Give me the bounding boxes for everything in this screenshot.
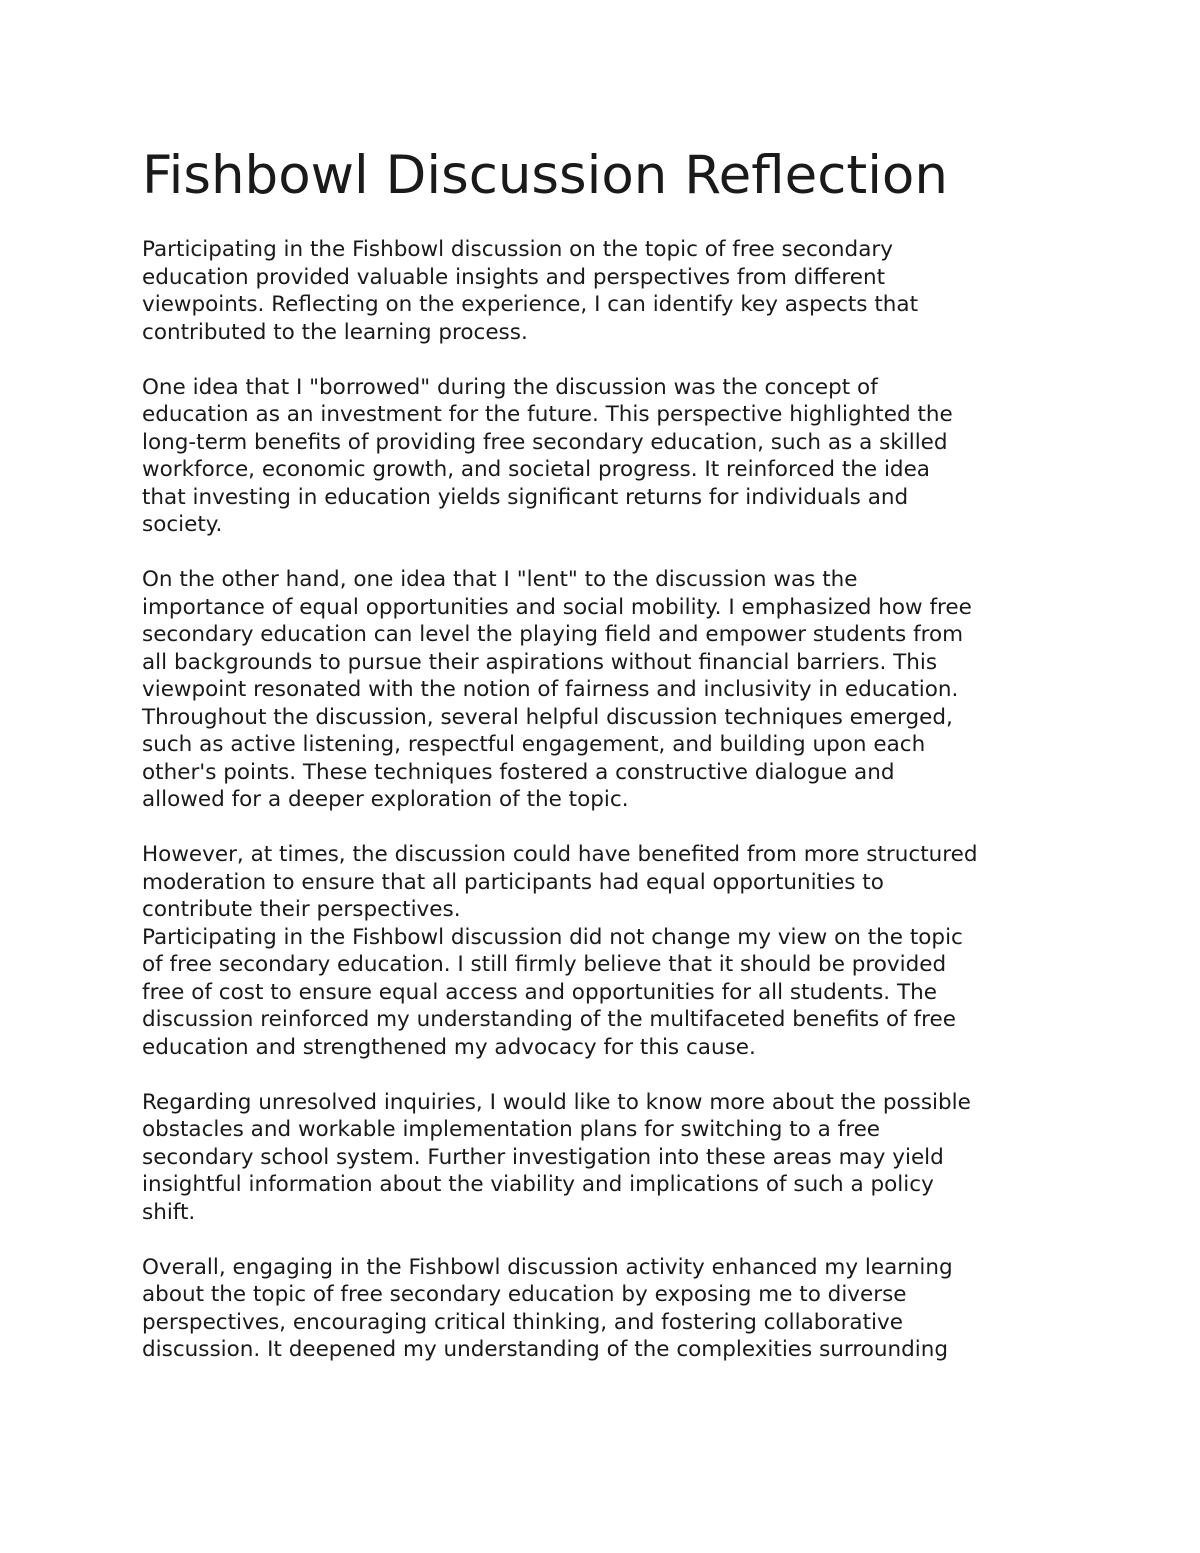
text-line: moderation to ensure that all participants had equal opportunities to <box>142 869 884 895</box>
text-line: importance of equal opportunities and social mobility. I emphasized how free <box>142 594 972 620</box>
text-line: such as active listening, respectful engagement, and building upon each <box>142 732 926 757</box>
paragraph-spacer <box>142 539 1102 567</box>
text-line: about the topic of free secondary education by exposing me to diverse <box>142 1282 907 1307</box>
text-line: viewpoints. Reflecting on the experience, I can identify key aspects that <box>142 292 919 317</box>
text-line: other's points. These techniques fostered a constructive dialogue and <box>142 759 895 785</box>
paragraph <box>142 566 1102 814</box>
text-line: Throughout the discussion, several helpful discussion techniques emerged, <box>142 704 953 730</box>
text-line: discussion. It deepened my understanding of the complexities surrounding <box>142 1337 949 1362</box>
text-line: workforce, economic growth, and societal progress. It reinforced the idea <box>142 457 930 482</box>
text-line: shift. <box>142 1199 196 1225</box>
text-line: free of cost to ensure equal access and opportunities for all students. The <box>142 979 937 1005</box>
paragraph <box>142 236 1102 346</box>
paragraph-spacer <box>142 814 1102 842</box>
paragraph <box>142 841 1102 1061</box>
text-line: contribute their perspectives. <box>142 897 461 922</box>
text-line: all backgrounds to pursue their aspirations without financial barriers. This <box>142 649 938 675</box>
text-line: Overall, engaging in the Fishbowl discussion activity enhanced my learning <box>142 1254 953 1280</box>
text-line: secondary education can level the playing field and empower students from <box>142 622 964 647</box>
text-line: insightful information about the viability and implications of such a policy <box>142 1172 934 1197</box>
paragraph <box>142 1254 1102 1364</box>
text-line: allowed for a deeper exploration of the topic. <box>142 787 629 812</box>
text-line: Participating in the Fishbowl discussion did not change my view on the topic <box>142 924 963 950</box>
text-line: society. <box>142 512 223 537</box>
text-line: discussion reinforced my understanding of the multifaceted benefits of free <box>142 1007 956 1032</box>
text-line: Regarding unresolved inquiries, I would like to know more about the possible <box>142 1089 971 1115</box>
paragraph <box>142 374 1102 539</box>
text-line: education provided valuable insights and perspectives from different <box>142 264 886 290</box>
document-title: Fishbowl Discussion Reflection <box>142 145 948 206</box>
paragraph-spacer <box>142 1226 1102 1254</box>
text-line: However, at times, the discussion could have benefited from more structured <box>142 842 978 867</box>
text-line: Participating in the Fishbowl discussion on the topic of free secondary <box>142 237 893 262</box>
text-line: long-term benefits of providing free secondary education, such as a skilled <box>142 429 948 455</box>
text-line: viewpoint resonated with the notion of fairness and inclusivity in education. <box>142 677 959 702</box>
text-line: that investing in education yields significant returns for individuals and <box>142 484 909 510</box>
text-line: of free secondary education. I still firmly believe that it should be provided <box>142 952 947 977</box>
text-line: education and strengthened my advocacy for this cause. <box>142 1034 756 1060</box>
text-line: secondary school system. Further investigation into these areas may yield <box>142 1144 944 1170</box>
document-body <box>142 236 1102 1364</box>
text-line: obstacles and workable implementation plans for switching to a free <box>142 1117 881 1142</box>
text-line: contributed to the learning process. <box>142 319 528 345</box>
paragraph-spacer <box>142 1061 1102 1089</box>
text-line: perspectives, encouraging critical thinking, and fostering collaborative <box>142 1309 903 1335</box>
text-line: One idea that I "borrowed" during the discussion was the concept of <box>142 374 878 400</box>
paragraph-spacer <box>142 346 1102 374</box>
text-line: On the other hand, one idea that I "lent" to the discussion was the <box>142 567 858 592</box>
text-line: education as an investment for the future. This perspective highlighted the <box>142 402 953 427</box>
paragraph <box>142 1089 1102 1227</box>
